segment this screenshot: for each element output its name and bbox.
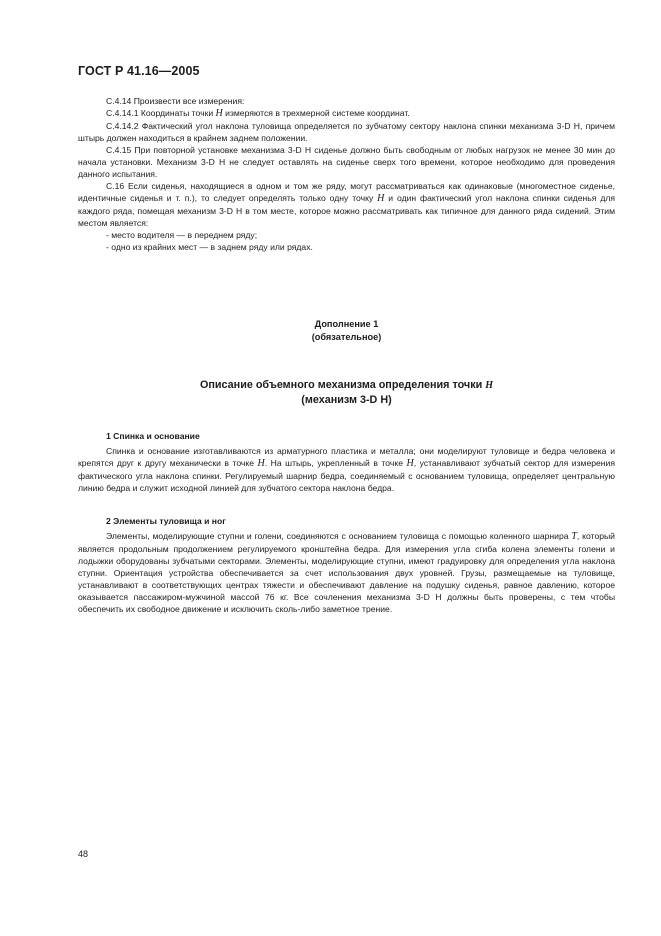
section-2-heading: 2 Элементы туловища и ног (106, 516, 226, 526)
section-2 (78, 515, 615, 615)
annex-heading (78, 318, 615, 344)
annex-title-line1: Описание объемного механизма определения точки H (199, 379, 494, 391)
document-header: ГОСТ Р 41.16—2005 (78, 64, 200, 78)
clause-c-4-14-2: С.4.14.2 Фактический угол наклона туловища определяется по зубчатому сектору наклона спинки механизма 3-D H, причем штырь должен находиться в крайнем заднем положении. (78, 121, 615, 143)
section-1-paragraph: Спинка и основание изготавливаются из арматурного пластика и металла; они моделируют туловище и бедра человека и крепятся друг к другу механически в точке H. На штырь, укрепленный в точке H, устанавливают зубчатый сектор для измерения фактического угла наклона спинки. Регулируемый шарнир бедра, соединяемый с основанием туловища, определяет центральную линию бедра и служит исходной линией для зубчатого сектора наклона бедра. (78, 446, 615, 493)
clause-c-4-15: С.4.15 При повторной установке механизма 3-D H сиденье должно быть свободным от любых нагрузок не менее 30 мин до начала установки. Механизм 3-D H не следует оставлять на сиденье сверх того времени, которое необходимо для проведения данного испытания. (78, 145, 615, 179)
clause-c-4-14: С.4.14 Произвести все измерения: (106, 96, 245, 106)
clause-c-4-14-1: С.4.14.1 Координаты точки H измеряются в трехмерной системе координат. (106, 108, 410, 119)
clause-c-16: С.16 Если сиденья, находящиеся в одном и том же ряду, могут рассматриваться как одинаковые (многоместное сиденье, идентичные сиденья и т. п.), то следует определять только одну точку H и один фактический угол наклона спинки сиденья для каждого ряда, помещая механизм 3-D H в том месте, которое можно рассматривать как типичное для данного ряда сидений. Этим местом является: (78, 181, 616, 228)
annex-title-line2: (механизм 3-D H) (301, 394, 392, 406)
annex-label: Дополнение 1 (314, 319, 379, 329)
annex-status: (обязательное) (311, 332, 382, 342)
list-item: - место водителя — в переднем ряду; (106, 230, 258, 240)
section-2-paragraph: Элементы, моделирующие ступни и голени, соединяются с основанием туловища с помощью коленного шарнира T, который является продольным продолжением регулируемого кронштейна бедра. Для измерения угла сгиба колена элементы голени и лодыжки оборудованы зубчатыми секторами. Элементы, моделирующие ступни, имеют градуировку для определения угла наклона ступни. Ориентация устройства обеспечивается за счет использования двух уровней. Грузы, размещаемые на туловище, устанавливают в соответствующих центрах тяжести и обеспечивают давление на подушку сиденья, равное давлению, которое оказывается пассажиром-мужчиной массой 76 кг. Все сочленения механизма 3-D H должны быть проверены, с тем чтобы обеспечить их свободное движение и исключить сколь-либо заметное трение. (78, 531, 615, 614)
list-item: - одно из крайних мест — в заднем ряду или рядах. (106, 242, 313, 252)
page-number: 48 (78, 849, 89, 859)
clauses-block (78, 95, 615, 253)
section-1 (78, 430, 615, 494)
section-1-heading: 1 Спинка и основание (106, 431, 200, 441)
annex-title (78, 378, 615, 408)
